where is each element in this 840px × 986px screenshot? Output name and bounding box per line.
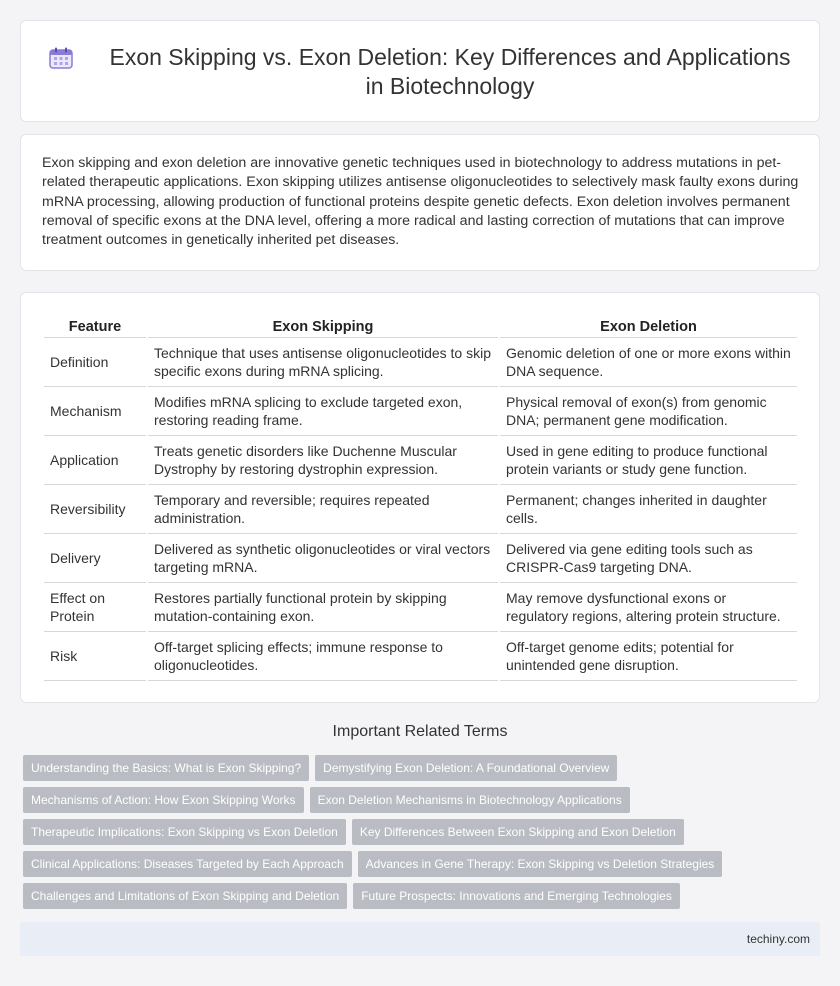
exon-skipping-cell: Restores partially functional protein by skipping mutation-containing exon. [148,583,498,632]
related-term-link[interactable]: Challenges and Limitations of Exon Skipping and Deletion [23,883,347,909]
page-title: Exon Skipping vs. Exon Deletion: Key Differences and Applications in Biotechnology [109,44,791,99]
exon-deletion-cell: Off-target genome edits; potential for unintended gene disruption. [500,632,797,681]
footer-site-name[interactable]: techiny.com [746,932,810,946]
related-term-link[interactable]: Key Differences Between Exon Skipping and Exon Deletion [352,819,684,845]
related-term-link[interactable]: Therapeutic Implications: Exon Skipping vs Exon Deletion [23,819,346,845]
exon-skipping-cell: Delivered as synthetic oligonucleotides or viral vectors targeting mRNA. [148,534,498,583]
table-row [44,387,797,436]
related-term-link[interactable]: Understanding the Basics: What is Exon Skipping? [23,755,309,781]
table-row [44,338,797,387]
exon-skipping-cell: Technique that uses antisense oligonucleotides to skip specific exons during mRNA splicing. [148,338,498,387]
related-term-link[interactable]: Demystifying Exon Deletion: A Foundational Overview [315,755,617,781]
table-row [44,632,797,681]
feature-cell: Risk [44,632,146,681]
table-row [44,436,797,485]
feature-cell: Delivery [44,534,146,583]
exon-deletion-cell: Delivered via gene editing tools such as CRISPR-Cas9 targeting DNA. [500,534,797,583]
exon-skipping-cell: Off-target splicing effects; immune response to oligonucleotides. [148,632,498,681]
related-term-link[interactable]: Exon Deletion Mechanisms in Biotechnology Applications [310,787,630,813]
related-term-link[interactable]: Mechanisms of Action: How Exon Skipping Works [23,787,304,813]
intro-paragraph: Exon skipping and exon deletion are innovative genetic techniques used in biotechnology to address mutations in pet-related therapeutic applications. Exon skipping utilizes antisense oligonucleotides to selectively mask faulty exons during mRNA processing, allowing production of functional proteins despite genetic defects. Exon deletion involves permanent removal of specific exons at the DNA level, offering a more radical and lasting correction of mutations that can improve treatment outcomes in genetically inherited pet diseases. [42,155,799,249]
exon-deletion-cell: May remove dysfunctional exons or regulatory regions, altering protein structure. [500,583,797,632]
exon-deletion-cell: Genomic deletion of one or more exons within DNA sequence. [500,338,797,387]
feature-cell: Definition [44,338,146,387]
exon-deletion-cell: Used in gene editing to produce functional protein variants or study gene function. [500,436,797,485]
related-terms-heading: Important Related Terms [332,723,508,740]
related-term-link[interactable]: Advances in Gene Therapy: Exon Skipping vs Deletion Strategies [358,851,723,877]
exon-skipping-cell: Temporary and reversible; requires repeated administration. [148,485,498,534]
feature-cell: Application [44,436,146,485]
exon-deletion-cell: Physical removal of exon(s) from genomic DNA; permanent gene modification. [500,387,797,436]
comparison-table [42,316,799,681]
table-row [44,583,797,632]
table-row [44,534,797,583]
feature-cell: Effect on Protein [44,583,146,632]
footer [20,922,820,956]
exon-deletion-cell: Permanent; changes inherited in daughter cells. [500,485,797,534]
related-term-link[interactable]: Clinical Applications: Diseases Targeted by Each Approach [23,851,352,877]
related-terms-list [23,755,723,915]
related-term-link[interactable]: Future Prospects: Innovations and Emerging Technologies [353,883,680,909]
table-row [44,485,797,534]
exon-skipping-cell: Treats genetic disorders like Duchenne Muscular Dystrophy by restoring dystrophin expression. [148,436,498,485]
feature-cell: Mechanism [44,387,146,436]
feature-cell: Reversibility [44,485,146,534]
column-header-exon-skipping: Exon Skipping [148,316,498,338]
exon-skipping-cell: Modifies mRNA splicing to exclude targeted exon, restoring reading frame. [148,387,498,436]
header-card [20,20,820,122]
comparison-table-card [20,292,820,703]
intro-card [20,134,820,271]
table-header-row [44,316,797,338]
column-header-exon-deletion: Exon Deletion [500,316,797,338]
column-header-feature: Feature [44,316,146,338]
